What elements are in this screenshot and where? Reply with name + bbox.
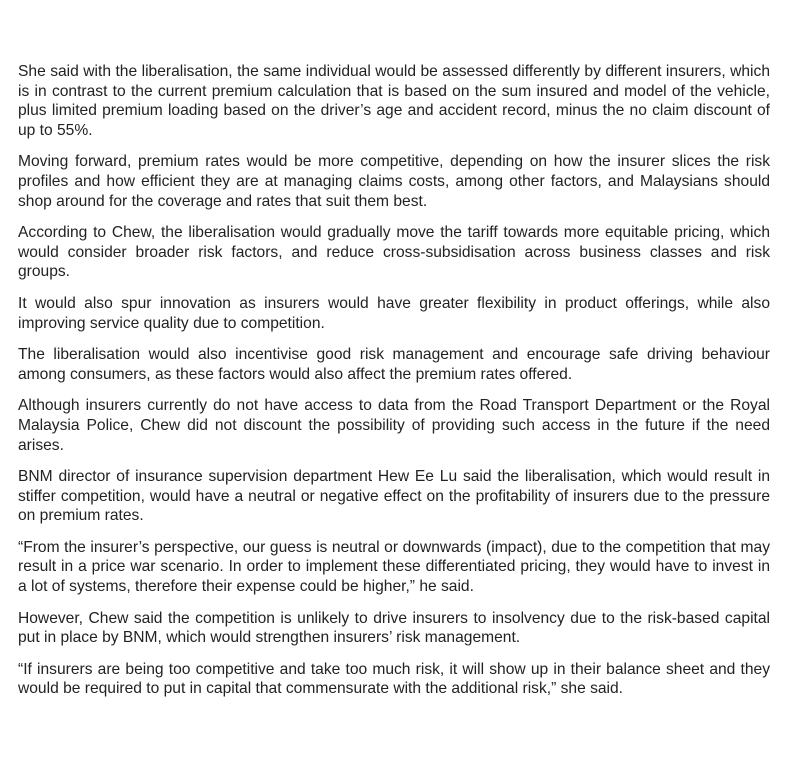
paragraph-8: “From the insurer’s perspective, our guess is neutral or downwards (impact), due to the competition that may result in a price war scenario. In order to implement these differentiated pricing, they would have to invest in a lot of systems, therefore their expense could be higher,” he said. <box>18 538 770 596</box>
paragraph-1: She said with the liberalisation, the same individual would be assessed differently by different insurers, which is in contrast to the current premium calculation that is based on the sum insured and model of the vehicle, plus limited premium loading based on the driver’s age and accident record, minus the no claim discount of up to 55%. <box>18 63 770 139</box>
paragraph-3: According to Chew, the liberalisation would gradually move the tariff towards more equitable pricing, which would consider broader risk factors, and reduce cross-subsidisation across business classes and risk groups. <box>18 224 770 281</box>
paragraph-9: However, Chew said the competition is unlikely to drive insurers to insolvency due to the risk-based capital put in place by BNM, which would strengthen insurers’ risk management. <box>18 609 770 647</box>
paragraph-6: Although insurers currently do not have access to data from the Road Transport Department or the Royal Malaysia Police, Chew did not discount the possibility of providing such access in the future if the need arises. <box>18 397 770 454</box>
paragraph-10: “If insurers are being too competitive and take too much risk, it will show up in their balance sheet and they would be required to put in capital that commensurate with the additional risk,” she said. <box>18 660 770 698</box>
paragraph-2: Moving forward, premium rates would be more competitive, depending on how the insurer slices the risk profiles and how efficient they are at managing claims costs, among other factors, and Malaysians should shop around for the coverage and rates that suit them best. <box>18 153 770 210</box>
paragraph-4: It would also spur innovation as insurers would have greater flexibility in product offerings, while also improving service quality due to competition. <box>18 294 770 332</box>
paragraph-5: The liberalisation would also incentivise good risk management and encourage safe driving behaviour among consumers, as these factors would also affect the premium rates offered. <box>18 346 770 383</box>
article-body <box>18 62 770 711</box>
paragraph-7: BNM director of insurance supervision department Hew Ee Lu said the liberalisation, which would result in stiffer competition, would have a neutral or negative effect on the profitability of insurers due to the pressure on premium rates. <box>18 468 770 525</box>
